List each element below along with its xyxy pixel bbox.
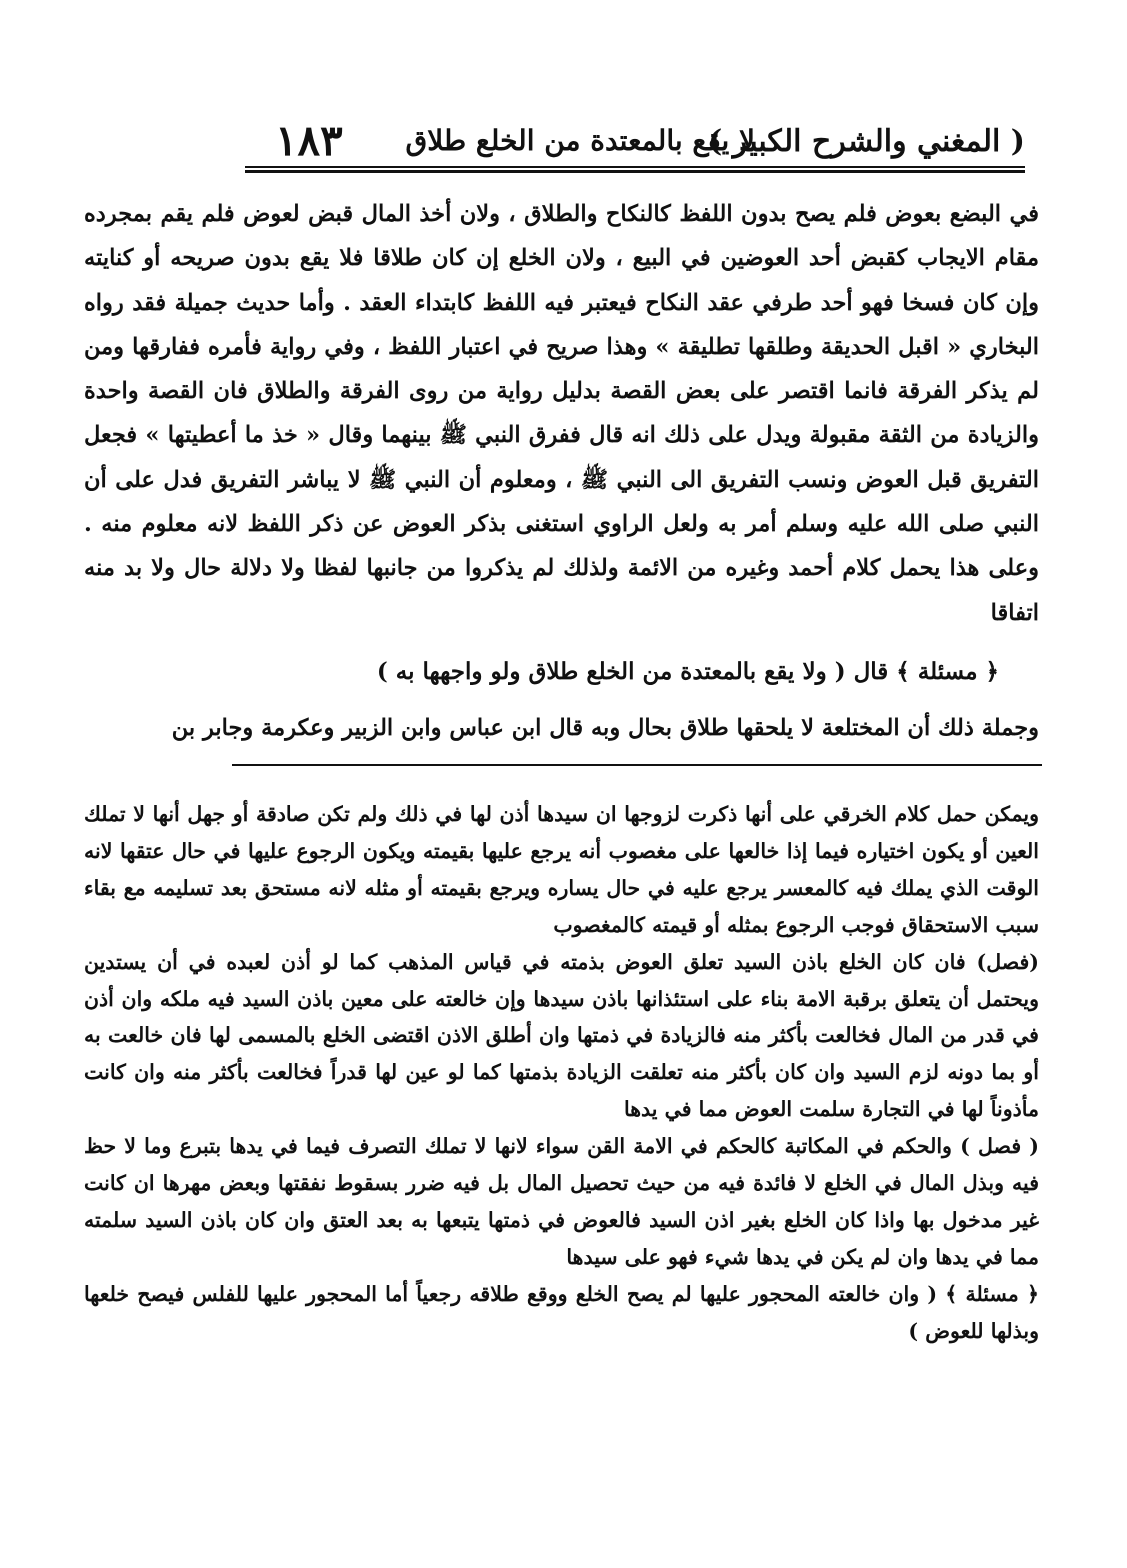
book-title: ( المغني والشرح الكبير ) — [708, 124, 1025, 159]
footnote-masala: ﴿ مسئلة ﴾ ( وان خالعته المحجور عليها لم يصح الخلع ووقع طلاقه رجعياً أما المحجور عليها للفلس فيصح خلعها وبذلها للعوض ) — [84, 1281, 1039, 1343]
masala-heading: ﴿ مسئلة ﴾ قال ( ولا يقع بالمعتدة من الخلع طلاق ولو واجهها به ) — [376, 658, 999, 685]
page-number: ١٨٣ — [275, 116, 343, 165]
footnote-paragraph-2: (فصل) فان كان الخلع باذن السيد تعلق العوض بذمته في قياس المذهب كما لو أذن لعبده في أن يستدين ويحتمل أن يتعلق برقبة الامة بناء على استئذانها باذن سيدها وإن خالعته على معين باذن السيد فيه ملكه وان أذن في قدر من المال فخالعت بأكثر منه فالزيادة في ذمتها وان أطلق الاذن اقتضى الخلع بالمسمى لها فان خالعت به أو بما دونه لزم السيد وان كان بأكثر منه تعلقت الزيادة بذمتها كما لو عين لها قدراً فخالعت بأكثر منه وان كانت مأذوناً لها في التجارة سلمت العوض مما في يدها — [84, 949, 1039, 1122]
footnote-divider — [232, 764, 1042, 766]
header-divider-thick — [245, 170, 1025, 173]
page-header — [245, 118, 1025, 170]
header-divider — [245, 166, 1025, 168]
footnote-paragraph-3: ( فصل ) والحكم في المكاتبة كالحكم في الامة القن سواء لانها لا تملك التصرف فيما في يدها بتبرع وما لا حظ فيه وبذل المال في الخلع لا فائدة فيه من حيث تحصيل المال بل فيه ضرر بسقوط نفقتها وبعض مهرها ان كانت غير مدخول بها واذا كان الخلع بغير اذن السيد فالعوض في ذمتها يتبعها به بعد العتق وان كان باذن السيد سلمته مما في يدها وان لم يكن في يدها شيء فهو على سيدها — [84, 1134, 1039, 1269]
footnote-paragraph-1: ويمكن حمل كلام الخرقي على أنها ذكرت لزوجها ان سيدها أذن لها في ذلك ولم تكن صادقة أو جهل أنها لا تملك العين أو يكون اختياره فيما إذا خالعها على مغصوب أنه يرجع عليها بقيمته ويكون الرجوع عليها في حال عتقها لانه الوقت الذي يملك فيه كالمعسر يرجع عليه في حال يساره ويرجع بقيمته أو مثله لانه مستحق بعد تسليمه مع بقاء سبب الاستحقاق فوجب الرجوع بمثله أو قيمته كالمغصوب — [84, 802, 1039, 937]
footnotes-section — [84, 796, 1039, 1350]
masala-commentary — [84, 708, 1039, 748]
section-title: لا يقع بالمعتدة من الخلع طلاق — [405, 124, 755, 157]
masala-commentary-text: وجملة ذلك أن المختلعة لا يلحقها طلاق بحال وبه قال ابن عباس وابن الزبير وعكرمة وجابر بن — [171, 715, 1039, 741]
main-paragraph-text: في البضع بعوض فلم يصح بدون اللفظ كالنكاح والطلاق ، ولان أخذ المال قبض لعوض فلم يقم بمجرده مقام الايجاب كقبض أحد العوضين في البيع ، ولان الخلع إن كان طلاقا فلا يقع بدون صريحه أو كنايته وإن كان فسخا فهو أحد طرفي عقد النكاح فيعتبر فيه اللفظ كابتداء العقد . وأما حديث جميلة فقد رواه البخاري « اقبل الحديقة وطلقها تطليقة » وهذا صريح في اعتبار اللفظ ، وفي رواية فأمره ففارقها ومن لم يذكر الفرقة فانما اقتصر على بعض القصة بدليل رواية من روى الفرقة والطلاق فان القصة واحدة والزيادة من الثقة مقبولة ويدل على ذلك انه قال ففرق النبي ﷺ بينهما وقال « خذ ما أعطيتها » فجعل التفريق قبل العوض ونسب التفريق الى النبي ﷺ ، ومعلوم أن النبي ﷺ لا يباشر التفريق فدل على أن النبي صلى الله عليه وسلم أمر به ولعل الراوي استغنى بذكر العوض عن ذكر اللفظ لانه معلوم منه . وعلى هذا يحمل كلام أحمد وغيره من الائمة ولذلك لم يذكروا من جانبها لفظا ولا دلالة حال ولا بد منه اتفاقا — [84, 201, 1039, 626]
main-paragraph — [84, 192, 1039, 635]
